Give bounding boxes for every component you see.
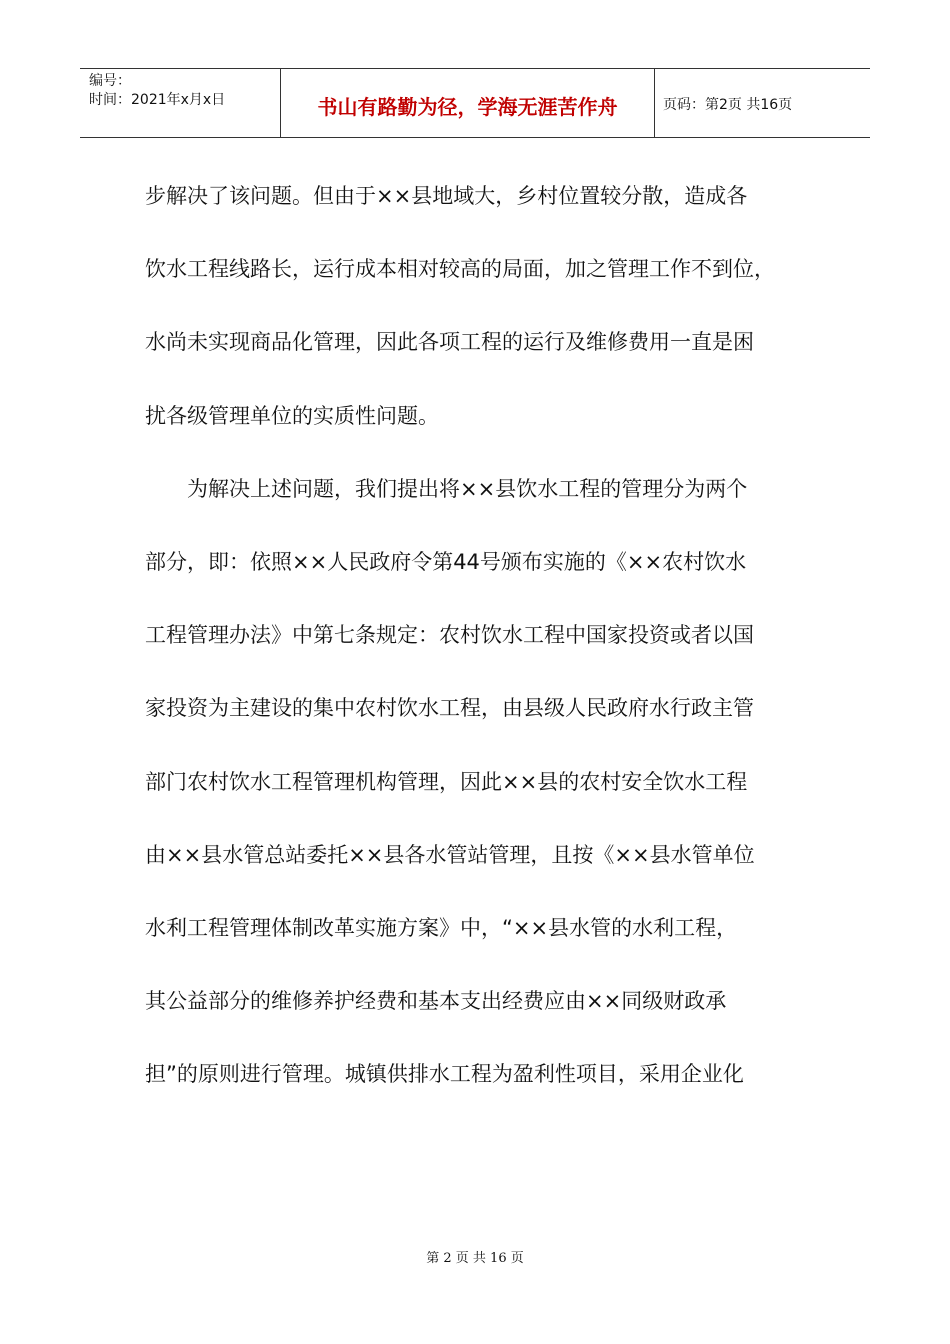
- header-meta-cell: [80, 69, 280, 137]
- body-line: 饮水工程线路长，运行成本相对较高的局面，加之管理工作不到位，: [145, 257, 775, 282]
- document-body: [145, 160, 805, 1111]
- document-date-label: 时间：2021年x月x日: [89, 92, 226, 108]
- body-line: 由××县水管总站委托××县各水管站管理，且按《××县水管单位: [145, 842, 755, 867]
- body-line: 担”的原则进行管理。城镇供排水工程为盈利性项目，采用企业化: [145, 1062, 744, 1087]
- header-page-info: 页码：第2页 共16页: [663, 97, 793, 113]
- body-line: 水利工程管理体制改革实施方案》中，“××县水管的水利工程，: [145, 915, 738, 940]
- header-page-cell: [654, 69, 870, 137]
- body-line: 扰各级管理单位的实质性问题。: [145, 403, 439, 428]
- body-line: 部门农村饮水工程管理机构管理，因此××县的农村安全饮水工程: [145, 769, 748, 794]
- header-motto: 书山有路勤为径，学海无涯苦作舟: [317, 95, 618, 119]
- body-line: 其公益部分的维修养护经费和基本支出经费应由××同级财政承: [145, 989, 727, 1014]
- body-line: 家投资为主建设的集中农村饮水工程，由县级人民政府水行政主管: [145, 696, 754, 721]
- body-line: 水尚未实现商品化管理，因此各项工程的运行及维修费用一直是困: [145, 330, 754, 355]
- body-line: 部分，即：依照××人民政府令第44号颁布实施的《××农村饮水: [145, 549, 747, 574]
- body-line: 为解决上述问题，我们提出将××县饮水工程的管理分为两个: [145, 476, 748, 501]
- body-line: 步解决了该问题。但由于××县地域大，乡村位置较分散，造成各: [145, 184, 748, 208]
- body-line: 工程管理办法》中第七条规定：农村饮水工程中国家投资或者以国: [145, 623, 754, 648]
- document-number-label: 编号：: [89, 73, 131, 89]
- document-header: [80, 68, 870, 138]
- header-motto-cell: [280, 69, 655, 137]
- page-footer: 第 2 页 共 16 页: [426, 1251, 524, 1266]
